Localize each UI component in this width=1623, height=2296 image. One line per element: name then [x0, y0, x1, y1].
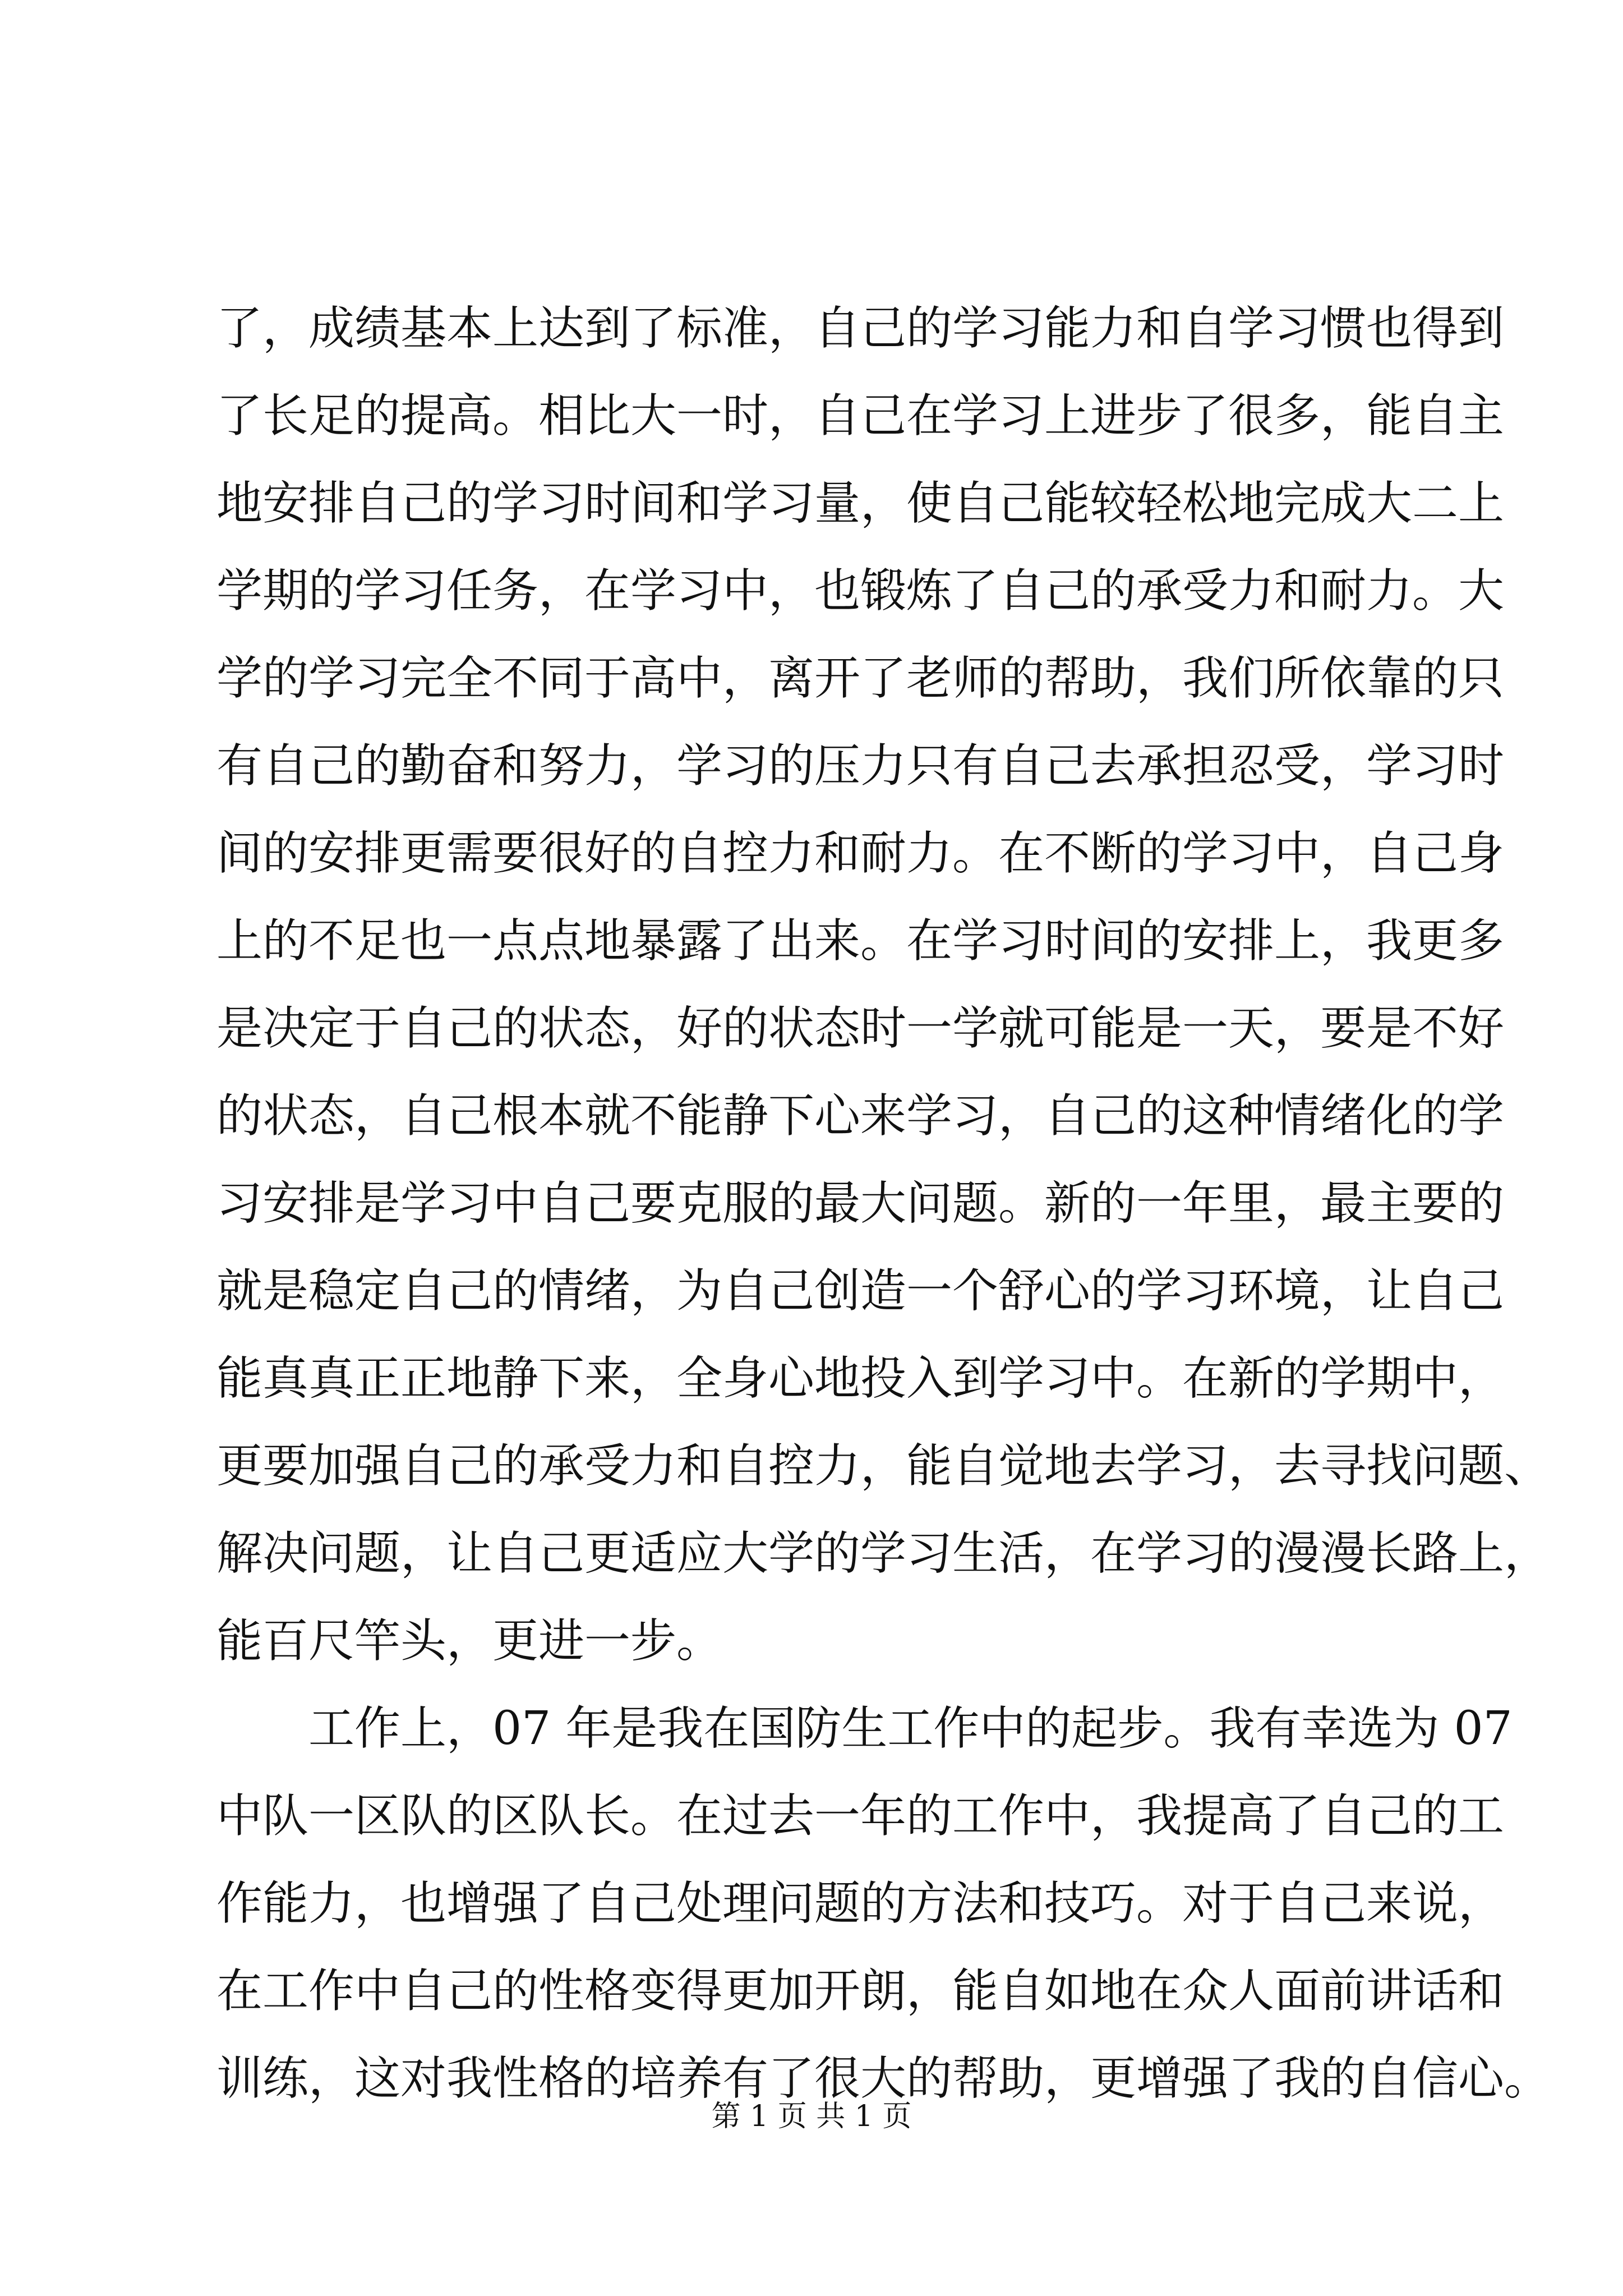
- text-line: 能真真正正地静下来，全身心地投入到学习中。在新的学期中，: [216, 1352, 1505, 1405]
- text-line: 是决定于自己的状态，好的状态时一学就可能是一天，要是不好: [216, 1002, 1505, 1055]
- text-line: 训练，这对我性格的培养有了很大的帮助，更增强了我的自信心。: [216, 2052, 1551, 2105]
- text-line: 了长足的提高。相比大一时，自己在学习上进步了很多，能自主: [216, 389, 1505, 443]
- page-footer: 第 1 页 共 1 页: [711, 2100, 912, 2133]
- text-line: 在工作中自己的性格变得更加开朗，能自如地在众人面前讲话和: [216, 1964, 1505, 2018]
- text-line: 更要加强自己的承受力和自控力，能自觉地去学习，去寻找问题、: [216, 1439, 1551, 1493]
- text-line: 习安排是学习中自己要克服的最大问题。新的一年里，最主要的: [216, 1177, 1505, 1230]
- text-line: 了，成绩基本上达到了标准，自己的学习能力和自学习惯也得到: [216, 302, 1505, 355]
- text-line: 中队一区队的区队长。在过去一年的工作中，我提高了自己的工: [216, 1789, 1505, 1843]
- text-line: 有自己的勤奋和努力，学习的压力只有自己去承担忍受，学习时: [216, 739, 1505, 793]
- text-line: 工作上，07 年是我在国防生工作中的起步。我有幸选为 07: [308, 1702, 1513, 1755]
- text-line: 上的不足也一点点地暴露了出来。在学习时间的安排上，我更多: [216, 914, 1505, 968]
- text-line: 解决问题，让自己更适应大学的学习生活，在学习的漫漫长路上，: [216, 1527, 1551, 1580]
- text-line: 作能力，也增强了自己处理问题的方法和技巧。对于自己来说，: [216, 1877, 1505, 1930]
- text-line: 学期的学习任务，在学习中，也锻炼了自己的承受力和耐力。大: [216, 564, 1505, 618]
- text-line: 地安排自己的学习时间和学习量，使自己能较轻松地完成大二上: [216, 477, 1505, 530]
- text-line: 能百尺竿头，更进一步。: [216, 1614, 723, 1668]
- text-line: 学的学习完全不同于高中，离开了老师的帮助，我们所依靠的只: [216, 652, 1505, 705]
- document-body: [216, 285, 1551, 2123]
- text-line: 的状态，自己根本就不能静下心来学习，自己的这种情绪化的学: [216, 1089, 1505, 1143]
- text-line: 就是稳定自己的情绪，为自己创造一个舒心的学习环境，让自己: [216, 1264, 1505, 1318]
- text-line: 间的安排更需要很好的自控力和耐力。在不断的学习中，自己身: [216, 827, 1505, 880]
